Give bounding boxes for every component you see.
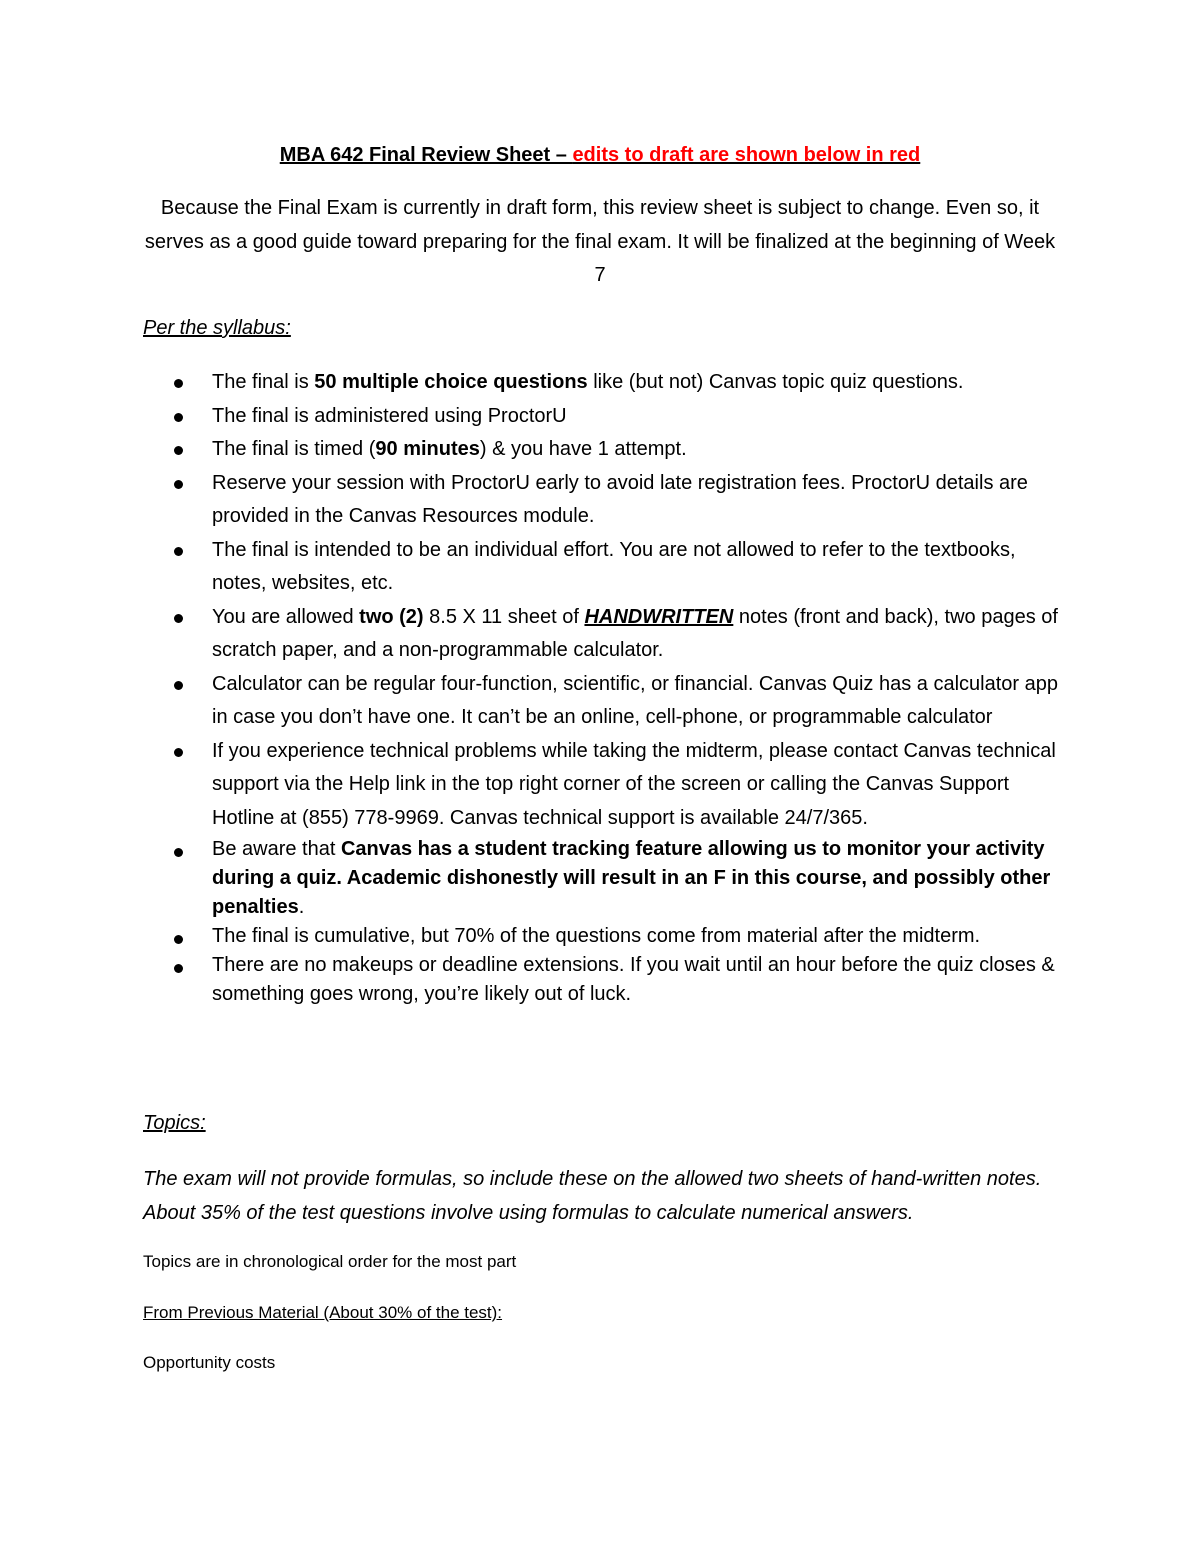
bullet-text: The final is cumulative, but 70% of the questions come from material after the midterm. — [212, 925, 981, 947]
list-item — [143, 400, 1073, 434]
bullet-bold-text: two (2) — [359, 605, 424, 628]
list-item — [143, 735, 1073, 836]
list-item — [143, 601, 1073, 668]
bullet-text: like (but not) Canvas topic quiz questions. — [587, 371, 964, 393]
bullet-icon — [174, 547, 183, 556]
bullet-text: Calculator can be regular four-function, scientific, or financial. Canvas Quiz has a calculator app in case you don’t have one. It can’t be an online, cell-phone, or programmable calculator — [212, 672, 1058, 728]
list-item — [143, 467, 1073, 534]
bullet-text: . — [298, 896, 305, 918]
bullet-text: If you experience technical problems while taking the midterm, please contact Canvas technical support via the Help link in the top right corner of the screen or calling the Canvas Support Hotline at (855) 778-9969. Canvas technical support is available 24/7/365. — [212, 739, 1056, 829]
bullet-text: The final is — [212, 371, 315, 393]
title-edit-note: edits to draft are shown below in red — [572, 144, 921, 166]
bullet-text: Reserve your session with ProctorU early to avoid late registration fees. ProctorU details are provided in the Canvas Resources module. — [212, 471, 1028, 527]
bullet-icon — [174, 964, 183, 973]
formula-note: The exam will not provide formulas, so include these on the allowed two sheets of hand-written notes. About 35% of the test questions involve using formulas to calculate numerical answers. — [143, 1168, 1042, 1224]
bullet-text: notes (front and back), two pages of scratch paper, and a non-programmable calculator. — [212, 605, 1058, 661]
bullet-icon — [174, 848, 183, 857]
bullet-text: The final is timed ( — [212, 438, 376, 460]
syllabus-list — [143, 366, 1073, 1009]
bullet-icon — [174, 480, 183, 489]
bullet-bold-text: 50 multiple choice questions — [314, 371, 588, 393]
bullet-icon — [174, 935, 183, 944]
bullet-text: There are no makeups or deadline extensions. If you wait until an hour before the quiz closes & something goes wrong, you’re likely out of luck. — [212, 954, 1055, 1005]
list-item — [143, 668, 1073, 735]
bullet-icon — [174, 748, 183, 757]
list-item — [143, 433, 1073, 467]
bullet-text: The final is administered using ProctorU — [212, 404, 567, 427]
bullet-text: 8.5 X 11 sheet of — [423, 605, 585, 628]
list-item — [143, 951, 1073, 1009]
bullet-icon — [174, 446, 183, 455]
bullet-icon — [174, 681, 183, 690]
title-text: MBA 642 Final Review Sheet – — [279, 144, 573, 166]
list-item — [143, 835, 1073, 922]
list-item — [143, 366, 1073, 400]
bullet-icon — [174, 413, 183, 422]
bullet-text: The final is intended to be an individual effort. You are not allowed to refer to the textbooks, notes, websites, etc. — [212, 538, 1016, 594]
previous-material-heading: From Previous Material (About 30% of the test): — [143, 1303, 503, 1322]
syllabus-heading: Per the syllabus: — [143, 317, 291, 339]
handwritten-emphasis: HANDWRITTEN — [584, 605, 734, 628]
list-item — [143, 922, 1073, 951]
bullet-text: You are allowed — [212, 605, 360, 628]
bullet-bold-text: 90 minutes — [375, 438, 480, 460]
chronological-note: Topics are in chronological order for the most part — [143, 1252, 517, 1271]
bullet-text: Be aware that — [212, 838, 341, 860]
intro-paragraph: Because the Final Exam is currently in draft form, this review sheet is subject to change. Even so, it serves as a good guide toward preparing for the final exam. It will be finalized at the beginning of Week 7 — [144, 197, 1056, 286]
topics-heading: Topics: — [143, 1112, 206, 1134]
bullet-bold-text: Canvas has a student tracking feature allowing us to monitor your activity during a quiz. Academic dishonestly will result in an F in this course, and possibly other penalties — [212, 838, 1051, 918]
bullet-icon — [174, 614, 183, 623]
bullet-icon — [174, 379, 183, 388]
document-title — [0, 140, 1200, 170]
topic-item: Opportunity costs — [143, 1353, 276, 1372]
bullet-text: ) & you have 1 attempt. — [479, 438, 687, 460]
list-item — [143, 534, 1073, 601]
